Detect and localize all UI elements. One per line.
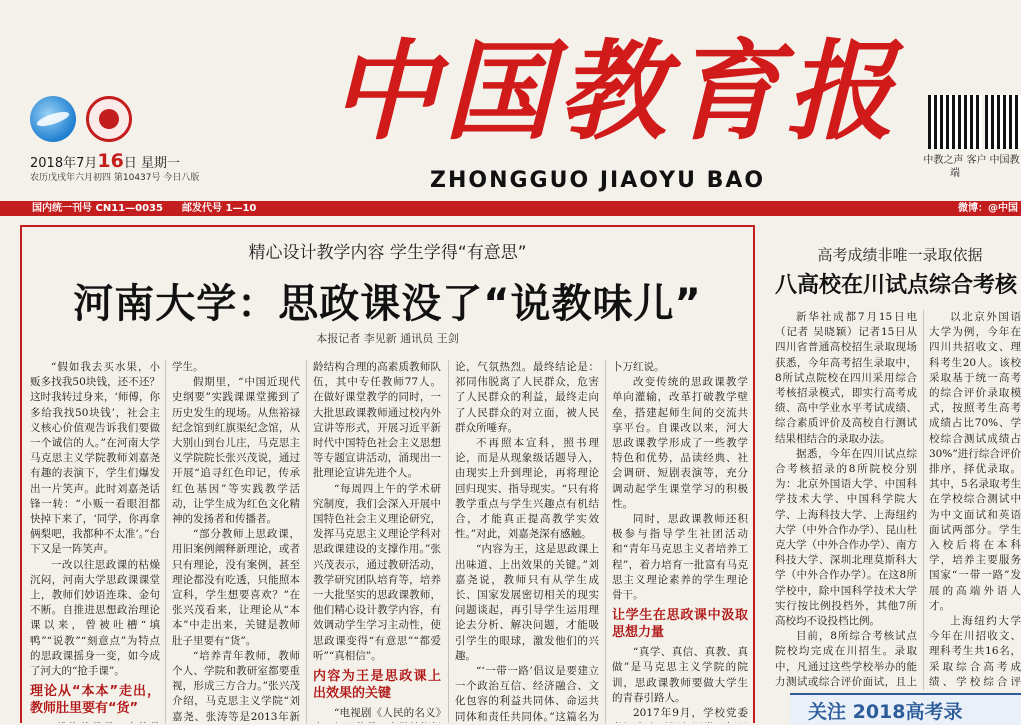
paragraph: 目前，8所综合考核试点院校均完成在川招生。录取中，凡通过这些学校举办的能力测试或综合评价面试，且上	[775, 630, 917, 688]
qr-code-second	[985, 95, 1021, 149]
section-heading: 让学生在思政课中汲取思想力量	[612, 608, 748, 641]
qr-label-client: 中教之声 客户端	[923, 155, 987, 179]
paragraph: 卜万红说。	[612, 361, 665, 373]
section-heading: 理论从“本本”走出，教师肚里要有“货”	[30, 684, 160, 717]
paragraph: 学生。	[172, 361, 204, 373]
column-divider	[165, 360, 166, 723]
article-column-3	[313, 360, 441, 723]
article-column-5	[612, 360, 748, 723]
paragraph: 一改以往思政课的枯燥沉闷，河南大学思政课课堂上，教师们妙语连珠、金句不断。自推进思想政治理论课以来，曾被吐槽“填鸭”“说教”“刻意点”为特点的思政课摇身一变，如今成了河大的“抢手课”。	[30, 558, 160, 678]
newspaper-title: 中国教育报	[330, 29, 901, 155]
qr-code-client	[928, 95, 982, 149]
side-article-subtitle: 高考成绩非唯一录取依据	[817, 246, 983, 264]
paragraph: 以北京外国语大学为例，今年在四川共招收文、理科考生20人。该校采取基于统一高考的综合评价录取模式，按照考生高考成绩占比70%、学校综合测试成绩占30%”进行综合评价排序，择优录取。其中，5名录取考生在学校综合测试中为中文面试和英语面试两部分。学生入校后将在本科学，培养主要服务国家“一带一路”发展的高端外语人才。	[929, 311, 1021, 612]
paragraph: 论，气氛热烈。最终结论是：祁同伟脱离了人民群众，危害了人民群众的利益，最终走向了人民群众的对立面，被人民群众所唾弃。	[455, 361, 599, 434]
column-divider	[605, 360, 606, 723]
weibo-handle: 微博：@中国	[958, 203, 1018, 214]
gaokao-feature-banner	[790, 693, 1021, 725]
paragraph: “电视剧《人民的名义》	[334, 707, 441, 720]
article-byline: 本报记者 李见新 通讯员 王剑	[316, 332, 459, 345]
paragraph: “‘一带一路’倡议是要建立一个政治互信、经济融合、文化包容的利益共同体、命运共同体和责任共同体。”这篇名为	[455, 665, 599, 723]
issue-day: 16	[97, 150, 124, 172]
side-article-column-1	[775, 310, 917, 690]
lunar-date-issue-number: 农历戊戌年六月初四 第10437号 今日八版	[30, 173, 200, 183]
article-column-4	[455, 360, 599, 723]
paragraph: “内容为王，这是思政课上出味道、上出效果的关键。”刘嘉尧说，教师只有从学生成长、国家发展密切相关的现实问题谈起，再引导学生运用理论去分析、解决问题，才能吸引学生的眼球，激发他们的兴趣。	[455, 543, 599, 662]
paragraph: 据悉，今年在四川试点综合考核招录的8所院校分别为：北京外国语大学、中国科学技术大学、中国科学院大学、上海科技大学、上海纽约大学（中外合作办学）、昆山杜克大学（中外合作办学）、南方科技大学、深圳北理莫斯科大学（中外合作办学）。在这8所学校中，除中国科学技术大学实行按比例投档外，其他7所高校均不设投档比例。	[775, 447, 917, 628]
column-divider	[448, 360, 449, 723]
anniversary-badge-logo	[86, 96, 132, 142]
issue-date: 2018年7月16日 星期一	[30, 150, 180, 172]
paragraph: “每周四上午的学术研究制度，我们会深入开展中国特色社会主义理论研究，发挥马克思主义理论学科对思政课建设的支撑作用。”张兴茂表示，通过教研活动，教学研究团队培育等，培养一大批坚实的思政课教师，他们精心设计教学内容，有效调动学生学习主动性，使思政课变得“有意思”“都爱听”“真相信”。	[313, 482, 441, 662]
article-column-1	[30, 360, 160, 723]
paragraph: 新华社成都7月15日电（记者 吴晓颖）记者15日从四川省普通高校招生录取现场获悉，今年高考招生录取中，8所试点院校在四川采用综合考核招录模式，即实行高考成绩、高中学业水平考试成绩、综合素质评价及高校自行测试结果相结合的录取办法。	[775, 311, 917, 445]
paragraph: 改变传统的思政课教学单向灌输，改革打破教学壁垒，搭建起师生间的交流共享平台。自课改以来，河大思政课教学形成了一些教学特色和优势，品读经典、社会调研、短剧表演等，充分调动起学生课堂学习的积极性。	[612, 376, 748, 510]
paragraph: 2017年9月，学校党委	[633, 707, 748, 720]
side-article-headline: 八高校在川试点综合考核	[775, 273, 1018, 298]
paragraph: 龄结构合理的高素质教师队伍，其中专任教师77人。在做好课堂教学的同时，一大批思政课教师通过校内外宣讲等形式，开展习近平新时代中国特色社会主义思想等专题宣讲活动，涌现出一批理论宣讲先进个人。	[313, 361, 441, 480]
column-divider	[306, 360, 307, 723]
article-subtitle: 精心设计教学内容 学生学得“有意思”	[248, 243, 527, 263]
paragraph: 不再照本宣科，照书理论，而是从现象级话题导入，由现实上升到理论，再将理论回归现实、指导现实。“只有将教学重点与学生兴趣点有机结合，才能真正提高教学实效性。”对此，刘嘉尧深有感触。	[455, 437, 599, 541]
paragraph: 上海纽约大学今年在川招收文、理科考生共16名，采取综合高考成绩、学校综合评	[929, 615, 1021, 688]
postal-code: 邮发代号 1—10	[182, 203, 257, 214]
article-column-2	[172, 360, 300, 723]
paragraph: “部分教师上思政课，用旧案例阐释新理论，或者只有理论，没有案例，甚至理论都没有吃透，只能照本宣科，学生想要喜欢？”在张兴茂看来，让理论从“本本”中走出来，关键是教师肚子里要有“货”。	[172, 528, 300, 647]
paragraph: 假期里，“中国近现代史纲要”实践课课堂搬到了历史发生的现场。从焦裕禄纪念馆到红旗渠纪念馆，从大别山到台儿庄，马克思主义学院院长张兴茂说，通过开展“追寻红色印记，传承红色基因”等实践教学活动，让学生成为红色文化精神的发扬者和传播者。	[172, 376, 300, 526]
column-divider	[923, 310, 924, 690]
paragraph: “假如我去买水果，小贩多找我50块钱，还不还？这时我转过身来，‘师傅，你多给我找50块钱’，社会主义核心价值观告诉我们要做一个诚信的人。”在河南大学马克思主义学院教师刘嘉尧有趣的表演下，学生们爆发出一片笑声。此时刘嘉尧话锋一转：“小贩一看眼泪都快掉下来了，‘同学，你再拿俩梨吧，我都种不太准’。”台下又是一阵笑声。	[30, 361, 160, 556]
paragraph: “培养青年教师，教师个人、学院和教研室都要重视，形成三方合力。”张兴茂介绍，马克思主义学院“刘嘉尧、张涛等是2013年新	[172, 649, 300, 723]
qr-label-second: 中国教	[989, 155, 1020, 166]
newspaper-title-pinyin: ZHONGGUO JIAOYU BAO	[430, 168, 766, 193]
newspaper-emblem-logo	[30, 96, 76, 142]
section-heading: 内容为王是思政课上出效果的关键	[313, 669, 441, 702]
side-article-column-2	[929, 310, 1021, 690]
paragraph: 同时，思政课教师还积极参与指导学生社团活动和“青年马克思主义者培养工程”，着力培育一批富有马克思主义理论素养的学生理论骨干。	[612, 513, 748, 602]
paragraph: “真学、真信、真教、真做”是马克思主义学院的院训，思政课教师要做大学生的青春引路人。	[612, 646, 748, 704]
issue-info-bar	[0, 201, 1021, 216]
article-headline: 河南大学：思政课没了“说教味儿”	[73, 281, 702, 327]
publication-code: 国内统一刊号 CN11—0035	[32, 203, 163, 214]
banner-title: 关注 2018高考录	[808, 701, 963, 723]
